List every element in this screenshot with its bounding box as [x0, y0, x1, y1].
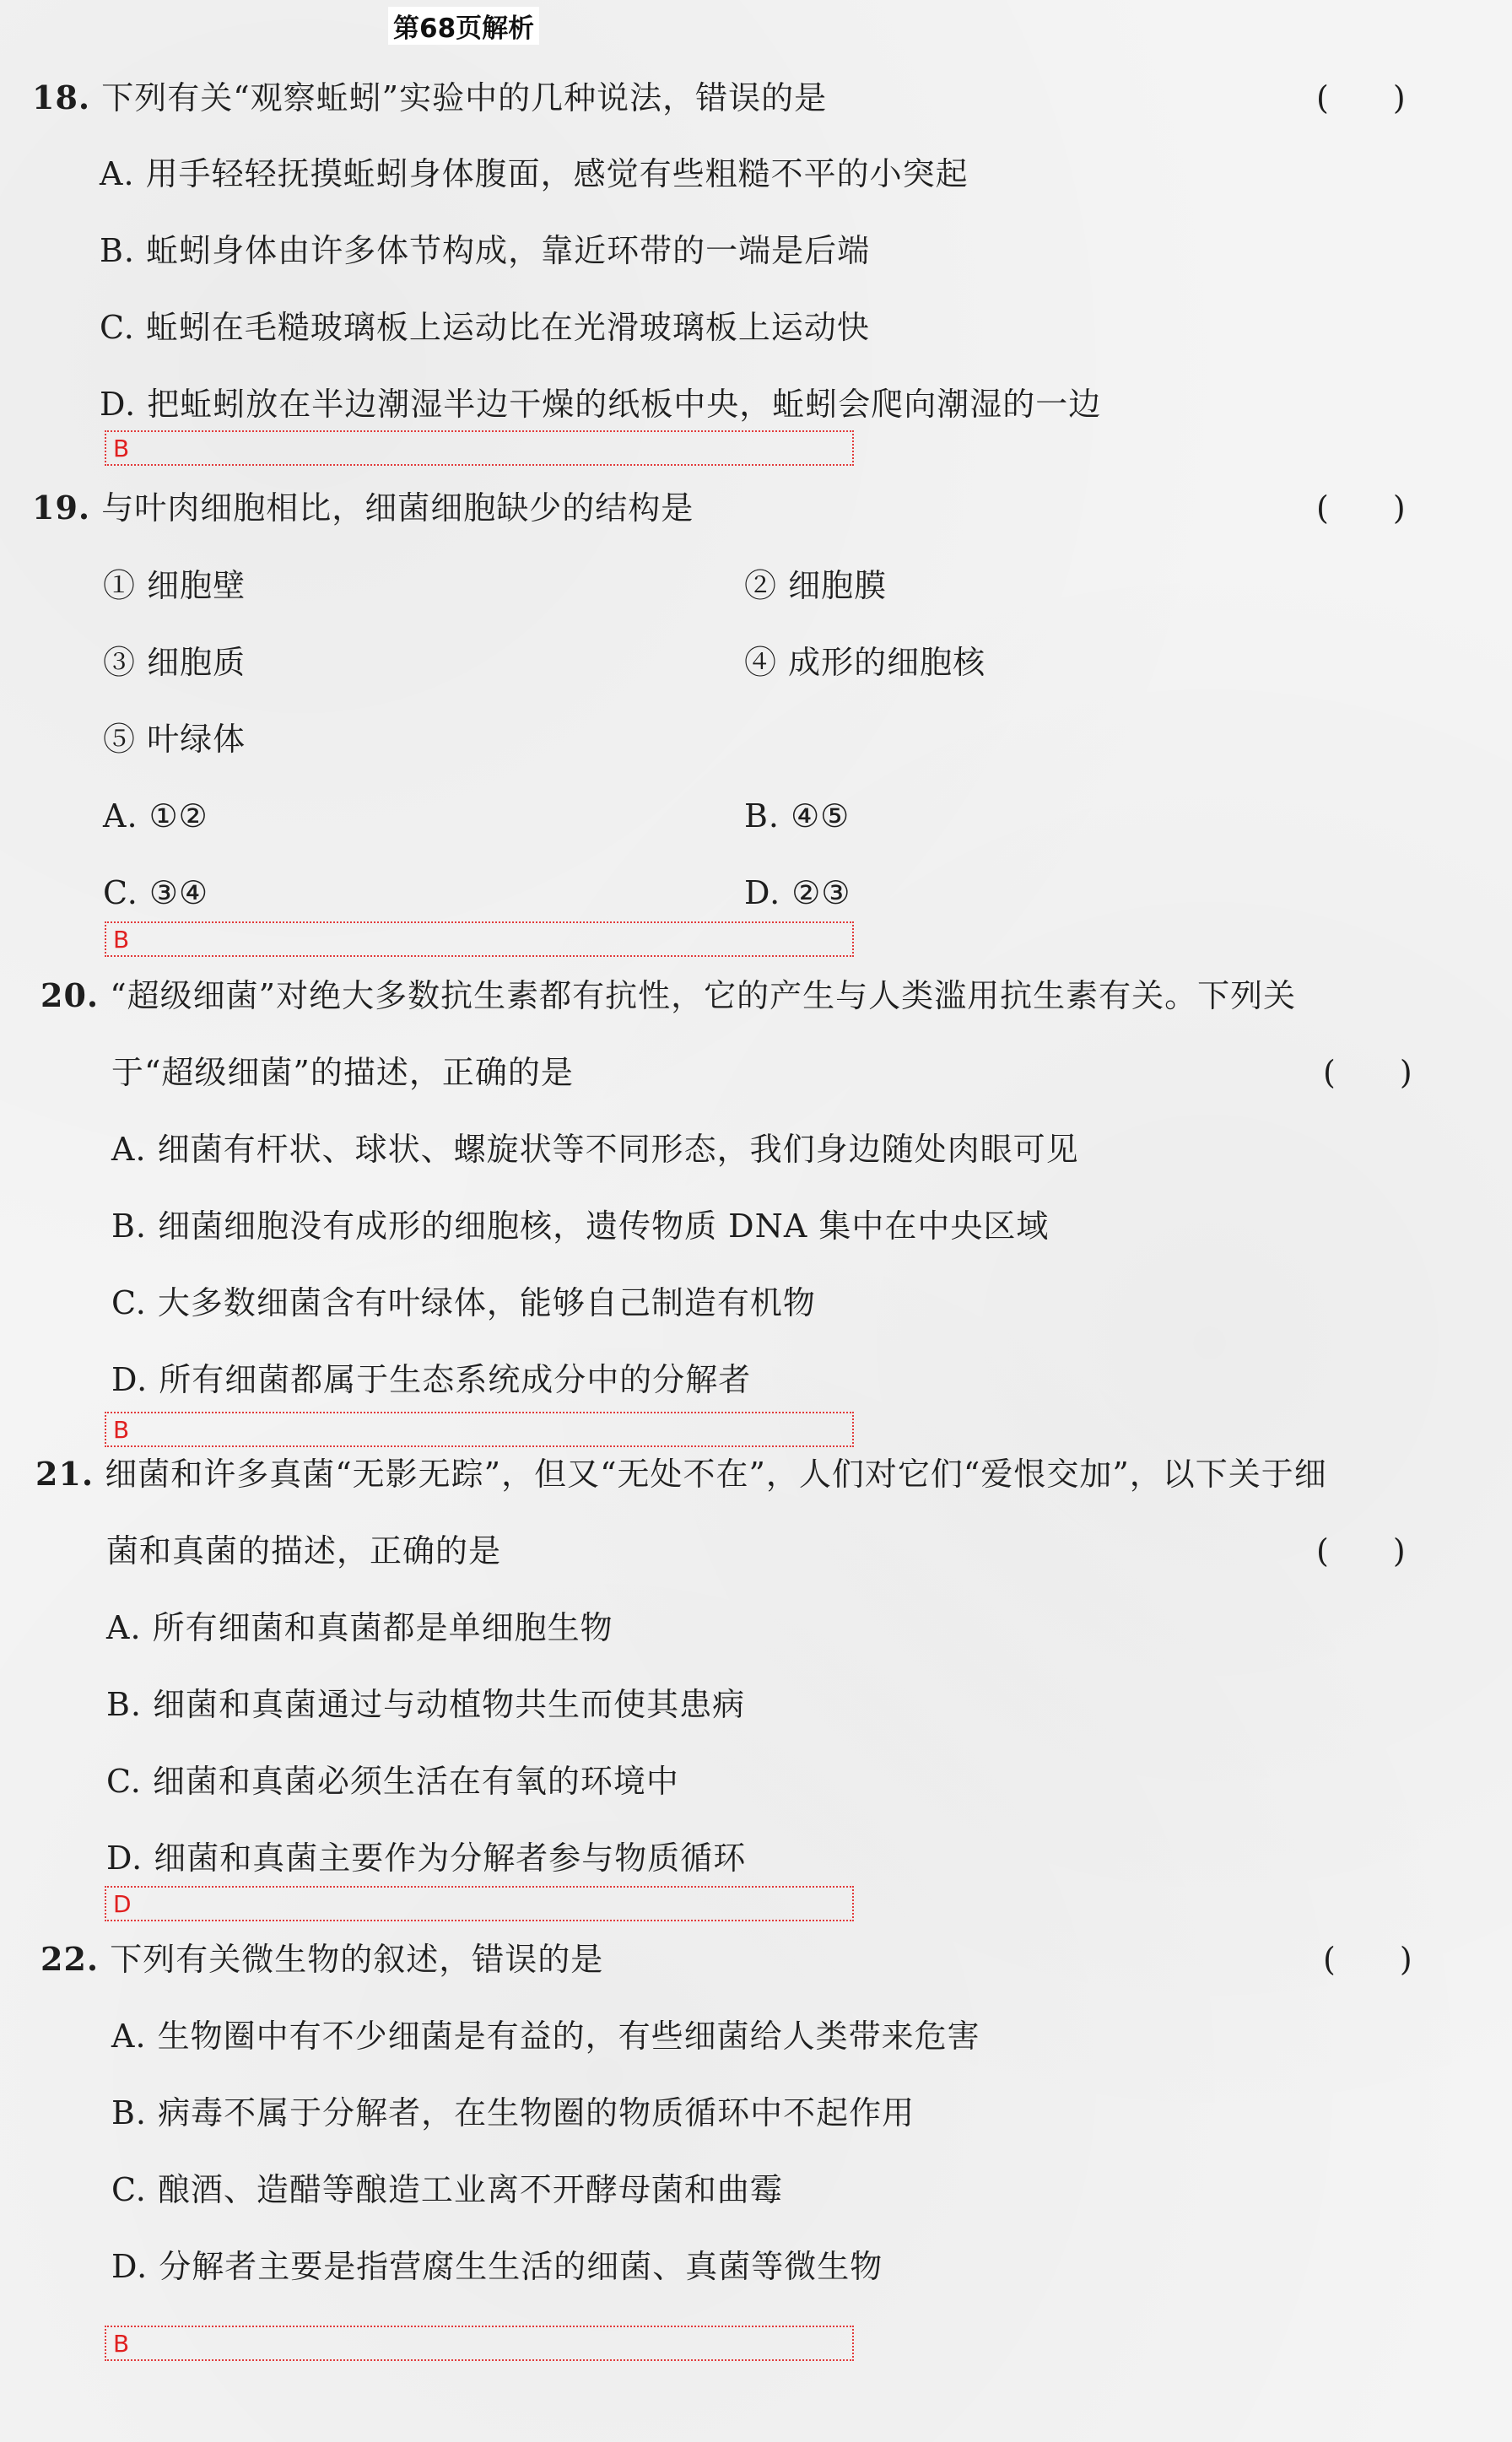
option-d: D. 细菌和真菌主要作为分解者参与物质循环 — [106, 1840, 747, 1877]
page-title: 第68页解析 — [388, 7, 539, 45]
answer-box — [105, 2326, 854, 2361]
answer-text: B — [113, 1416, 130, 1444]
item-4: ④ 成形的细胞核 — [744, 644, 986, 681]
question-stem: 20. “超级细菌”对绝大多数抗生素都有抗性，它的产生与人类滥用抗生素有关。下列关 — [40, 976, 1297, 1014]
option-a: A. 生物圈中有不少细菌是有益的，有些细菌给人类带来危害 — [111, 2018, 980, 2055]
answer-box — [105, 1412, 854, 1447]
item-5: ⑤ 叶绿体 — [103, 721, 246, 758]
answer-box — [105, 921, 854, 957]
option-c: C. ③④ — [103, 874, 209, 911]
answer-parenthesis: ( ) — [1316, 79, 1406, 116]
answer-box — [105, 430, 854, 466]
option-b: B. ④⑤ — [744, 797, 850, 835]
option-b: B. 细菌细胞没有成形的细胞核，遗传物质 DNA 集中在中央区域 — [111, 1207, 1050, 1245]
option-c: C. 细菌和真菌必须生活在有氧的环境中 — [106, 1763, 679, 1800]
option-b: B. 细菌和真菌通过与动植物共生而使其患病 — [106, 1686, 746, 1723]
question-number: 20. — [40, 976, 100, 1014]
item-1: ① 细胞壁 — [103, 567, 246, 604]
answer-text: B — [113, 2330, 130, 2358]
option-a: A. 用手轻轻抚摸蚯蚓身体腹面，感觉有些粗糙不平的小突起 — [100, 155, 969, 192]
item-3: ③ 细胞质 — [103, 644, 246, 681]
question-stem-continued: 菌和真菌的描述，正确的是 — [106, 1532, 502, 1569]
option-a: A. ①② — [103, 797, 208, 835]
option-c: C. 蚯蚓在毛糙玻璃板上运动比在光滑玻璃板上运动快 — [100, 309, 870, 346]
answer-text: D — [113, 1890, 132, 1918]
answer-parenthesis: ( ) — [1323, 1941, 1412, 1978]
option-d: D. 分解者主要是指营腐生生活的细菌、真菌等微生物 — [111, 2248, 883, 2285]
question-stem: 22. 下列有关微生物的叙述，错误的是 — [40, 1940, 604, 1978]
option-d: D. 把蚯蚓放在半边潮湿半边干燥的纸板中央，蚯蚓会爬向潮湿的一边 — [100, 386, 1102, 423]
option-b: B. 病毒不属于分解者，在生物圈的物质循环中不起作用 — [111, 2094, 915, 2131]
question-stem: 19. 与叶肉细胞相比，细菌细胞缺少的结构是 — [32, 489, 694, 527]
answer-parenthesis: ( ) — [1316, 1532, 1406, 1569]
option-a: A. 细菌有杆状、球状、螺旋状等不同形态，我们身边随处肉眼可见 — [111, 1131, 1079, 1168]
option-d: D. ②③ — [744, 874, 851, 911]
answer-text: B — [113, 926, 130, 954]
question-number: 21. — [35, 1455, 94, 1493]
option-a: A. 所有细菌和真菌都是单细胞生物 — [106, 1609, 613, 1646]
question-stem-continued: 于“超级细菌”的描述，正确的是 — [111, 1054, 574, 1091]
question-number: 19. — [32, 489, 91, 527]
answer-parenthesis: ( ) — [1316, 489, 1406, 527]
question-number: 18. — [32, 78, 91, 116]
question-number: 22. — [40, 1940, 100, 1978]
option-c: C. 酿酒、造醋等酿造工业离不开酵母菌和曲霉 — [111, 2171, 783, 2208]
option-d: D. 所有细菌都属于生态系统成分中的分解者 — [111, 1361, 752, 1398]
question-stem: 21. 细菌和许多真菌“无影无踪”，但又“无处不在”，人们对它们“爱恨交加”，以下关于细 — [35, 1455, 1327, 1493]
option-c: C. 大多数细菌含有叶绿体，能够自己制造有机物 — [111, 1284, 816, 1321]
answer-parenthesis: ( ) — [1323, 1054, 1412, 1091]
item-2: ② 细胞膜 — [744, 567, 888, 604]
answer-box — [105, 1886, 854, 1921]
answer-text: B — [113, 435, 130, 462]
option-b: B. 蚯蚓身体由许多体节构成，靠近环带的一端是后端 — [100, 232, 871, 269]
question-stem: 18. 下列有关“观察蚯蚓”实验中的几种说法，错误的是 — [32, 78, 828, 116]
